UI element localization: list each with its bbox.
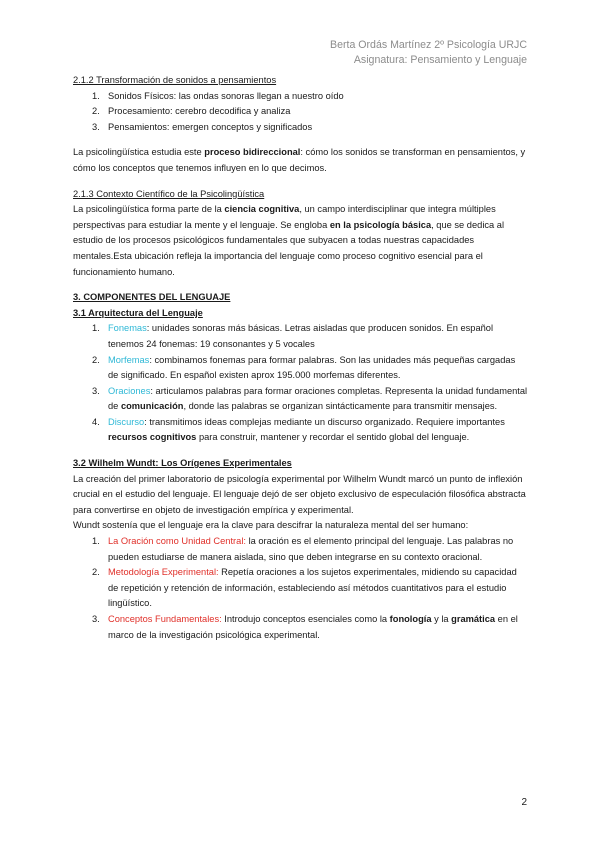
list-item-text: Pensamientos: emergen conceptos y significados <box>108 121 313 132</box>
bold-term: comunicación <box>120 401 184 412</box>
section-heading-2-1-2: 2.1.2 Transformación de sonidos a pensamientos <box>73 75 277 85</box>
section-heading-3-1: 3.1 Arquitectura del Lenguaje <box>73 307 203 318</box>
wundt-claim-paragraph: Wundt sostenía que el lenguaje era la clave para descifrar la naturaleza mental del ser humano: <box>73 520 469 531</box>
term-oraciones: Oraciones <box>108 385 151 396</box>
bidirectional-paragraph <box>73 145 528 176</box>
text-run: para construir, mantener y recordar el sentido global del lenguaje. <box>196 432 470 443</box>
header-subject-line: Asignatura: Pensamiento y Lenguaje <box>353 54 527 66</box>
scientific-context-paragraph <box>73 202 528 280</box>
text-run: Repetía oraciones a los sujetos experimentales, midiendo su capacidad de repetición y retención de información, estableciendo así métodos cuantitativos para el estudio lingüístico. <box>108 567 517 609</box>
language-components-list <box>73 321 528 446</box>
wundt-paragraph: La creación del primer laboratorio de psicología experimental por Wilhelm Wundt marcó un punto de inflexión crucial en el estudio del lenguaje. El lenguaje dejó de ser objeto exclusivo de especulación filosófica abstracta para convertirse en objeto de investigación empírica y experimental. <box>73 473 526 515</box>
term-oracion-unidad-central: La Oración como Unidad Central: <box>108 536 246 547</box>
term-discurso: Discurso <box>108 416 145 427</box>
text-run: , que se dedica al estudio de los procesos psicológicos fundamentales que subyacen a todas nuestras capacidades mentales.Esta ubicación refleja la importancia del lenguaje como proceso cognitivo esencial para el funcionamiento humano. <box>73 219 505 277</box>
page-header <box>330 38 527 68</box>
bold-term: fonología <box>389 614 432 624</box>
list-number: 3. <box>92 385 100 396</box>
list-item <box>73 120 528 136</box>
text-run: : transmitimos ideas complejas mediante un discurso organizado. Requiere importantes <box>144 416 505 427</box>
text-run: , donde las palabras se organizan sintácticamente para transmitir mensajes. <box>183 401 498 412</box>
list-item <box>73 415 528 446</box>
list-item-text: Sonidos Físicos: las ondas sonoras llegan a nuestro oído <box>108 90 344 101</box>
header-author-line: Berta Ordás Martínez 2º Psicología URJC <box>330 39 527 51</box>
bold-term: proceso bidireccional <box>204 147 301 158</box>
text-run: la oración es el elemento principal del lenguaje. Las palabras no pueden estudiarse de manera aislada, sino que deben integrarse en su contexto oracional. <box>108 536 514 562</box>
list-number: 4. <box>92 416 100 427</box>
term-metodologia-experimental: Metodología Experimental: <box>108 567 219 578</box>
list-item-text: Procesamiento: cerebro decodifica y analiza <box>108 106 291 117</box>
page-number: 2 <box>521 797 527 808</box>
list-item <box>73 353 528 384</box>
list-item <box>73 89 528 105</box>
wundt-contributions-list <box>73 534 528 643</box>
text-run: La psicolingüística forma parte de la <box>73 204 225 215</box>
section-heading-2-1-3: 2.1.3 Contexto Científico de la Psicolingüística <box>73 188 265 199</box>
list-number: 3. <box>92 614 100 624</box>
list-item <box>73 321 528 352</box>
bold-term: gramática <box>451 614 496 624</box>
list-number: 2. <box>92 106 100 117</box>
list-item <box>73 384 528 415</box>
text-run: La psicolingüística estudia este <box>73 147 205 158</box>
bold-term: en la psicología básica <box>329 219 432 230</box>
list-item <box>73 104 528 120</box>
document-body <box>73 73 528 643</box>
list-item <box>73 534 528 565</box>
text-run: y la <box>431 614 452 624</box>
term-fonemas: Fonemas <box>108 323 147 334</box>
list-number: 3. <box>92 121 100 132</box>
text-run: Introdujo conceptos esenciales como la <box>221 614 390 624</box>
text-run: , un campo interdisciplinar que integra múltiples perspectivas para estudiar la mente y el lenguaje. Se engloba <box>73 204 496 230</box>
sound-to-thought-list <box>73 89 528 136</box>
section-heading-3: 3. COMPONENTES DEL LENGUAJE <box>73 292 231 303</box>
text-run: : combinamos fonemas para formar palabras. Son las unidades más pequeñas cargadas de significado. En español existen aprox 195.000 morfemas diferentes. <box>108 354 516 381</box>
list-number: 1. <box>92 323 100 334</box>
list-number: 1. <box>92 536 100 547</box>
bold-term: recursos cognitivos <box>108 432 197 443</box>
list-number: 2. <box>92 567 100 578</box>
text-run: : cómo los sonidos se transforman en pensamientos, y cómo los conceptos que tenemos influyen en lo que decimos. <box>73 147 526 173</box>
list-item <box>73 565 528 612</box>
list-number: 2. <box>92 354 100 365</box>
text-run: en el marco de la investigación psicológica experimental. <box>108 614 518 640</box>
list-item <box>73 612 528 643</box>
term-morfemas: Morfemas <box>108 354 150 365</box>
section-heading-3-2: 3.2 Wilhelm Wundt: Los Orígenes Experimentales <box>73 458 292 469</box>
list-number: 1. <box>92 90 100 101</box>
term-conceptos-fundamentales: Conceptos Fundamentales: <box>108 614 222 624</box>
text-run: : unidades sonoras más básicas. Letras aisladas que producen sonidos. En español tenemos 24 fonemas: 19 consonantes y 5 vocales <box>108 323 494 349</box>
text-run: : articulamos palabras para formar oraciones completas. Representa la unidad fundamental de <box>108 385 528 412</box>
bold-term: ciencia cognitiva <box>224 204 300 215</box>
